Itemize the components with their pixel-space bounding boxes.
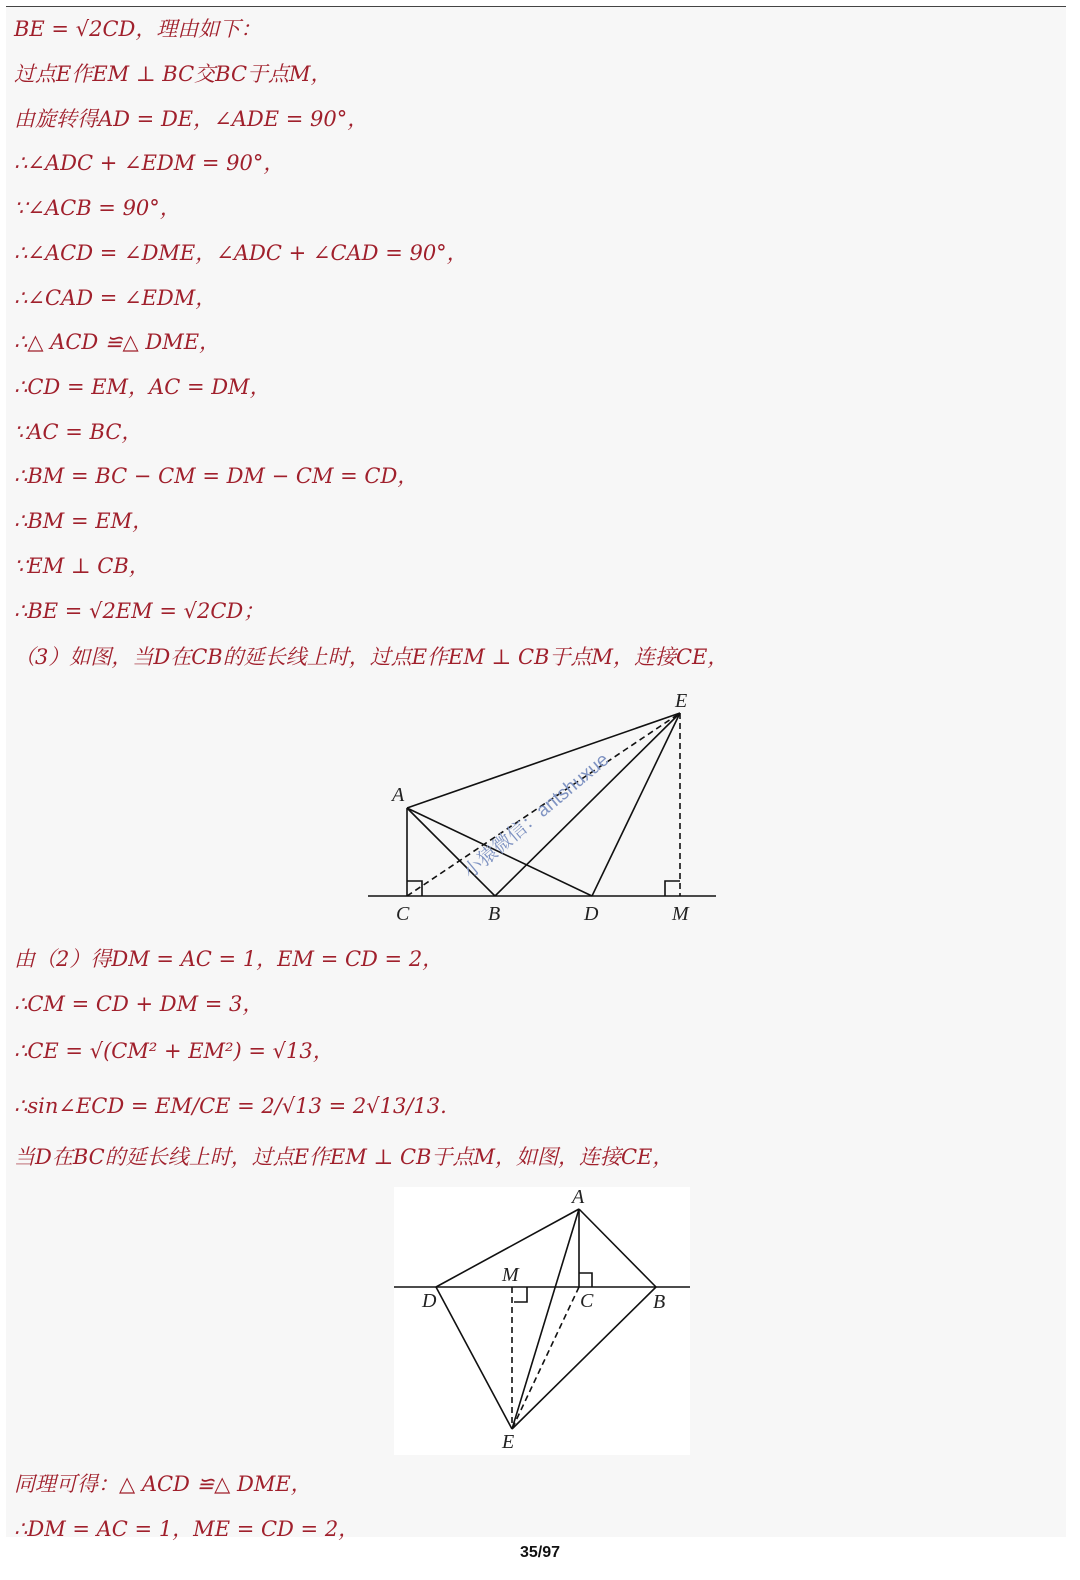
- label-B: B: [653, 1291, 666, 1313]
- text-line: 由（2）得DM = AC = 1，EM = CD = 2，: [14, 947, 444, 971]
- text-line: ∴CD = EM，AC = DM，: [14, 375, 271, 399]
- segment-DE: [592, 713, 680, 896]
- label-M: M: [502, 1264, 519, 1286]
- text-line: ∴CM = CD + DM = 3，: [14, 992, 264, 1016]
- document-page: [6, 6, 1066, 1541]
- text-line: 由旋转得AD = DE，∠ADE = 90°，: [14, 107, 369, 131]
- text-line: 同理可得：△ ACD ≌△ DME，: [14, 1472, 312, 1496]
- page-number: 35/97: [519, 1544, 561, 1561]
- label-A: A: [392, 784, 405, 806]
- geometry-figure-1: [362, 683, 722, 929]
- segment-AE: [407, 713, 680, 808]
- text-line: ∴BE = √2EM = √2CD；: [14, 599, 265, 623]
- watermark: 小猿微信：antshuxue: [459, 749, 614, 883]
- label-D: D: [422, 1290, 437, 1312]
- geometry-figure-2: [394, 1187, 690, 1455]
- text-line: ∴∠CAD = ∠EDM，: [14, 286, 217, 310]
- text-line: ∴sin∠ECD = EM/CE = 2/√13 = 2√13/13.: [14, 1094, 447, 1118]
- text-line: ∴BM = EM，: [14, 509, 154, 533]
- label-E: E: [502, 1431, 515, 1453]
- text-line: 过点E作EM ⊥ BC交BC于点M，: [14, 62, 332, 86]
- label-E: E: [675, 690, 688, 712]
- label-C: C: [580, 1290, 594, 1312]
- text-line: ∴DM = AC = 1，ME = CD = 2，: [14, 1517, 360, 1541]
- right-angle-M: [514, 1287, 527, 1302]
- segment-BE: [495, 713, 680, 896]
- label-A: A: [572, 1187, 585, 1208]
- text-line: ∴CE = √(CM² + EM²) = √13，: [14, 1039, 334, 1063]
- text-line: ∴∠ACD = ∠DME，∠ADC + ∠CAD = 90°，: [14, 241, 468, 265]
- right-angle-M: [665, 881, 680, 896]
- label-M: M: [672, 903, 689, 925]
- text-line: ∴△ ACD ≌△ DME，: [14, 330, 221, 354]
- segment-AB: [579, 1209, 656, 1287]
- right-angle-C: [579, 1273, 592, 1287]
- text-line: （3）如图，当D在CB的延长线上时，过点E作EM ⊥ CB于点M，连接CE，: [14, 645, 729, 669]
- text-line: ∴BM = BC − CM = DM − CM = CD，: [14, 464, 419, 488]
- text-line: 当D在BC的延长线上时，过点E作EM ⊥ CB于点M，如图，连接CE，: [14, 1145, 674, 1169]
- segment-CE: [512, 1287, 579, 1429]
- label-C: C: [396, 903, 410, 925]
- label-B: B: [488, 903, 501, 925]
- text-line: ∵AC = BC，: [14, 420, 143, 444]
- text-line: ∵∠ACB = 90°，: [14, 196, 181, 220]
- text-line: ∴∠ADC + ∠EDM = 90°，: [14, 151, 285, 175]
- text-line: BE = √2CD，理由如下：: [14, 17, 262, 41]
- label-D: D: [584, 903, 599, 925]
- text-line: ∵EM ⊥ CB，: [14, 554, 150, 578]
- segment-DE: [436, 1287, 512, 1429]
